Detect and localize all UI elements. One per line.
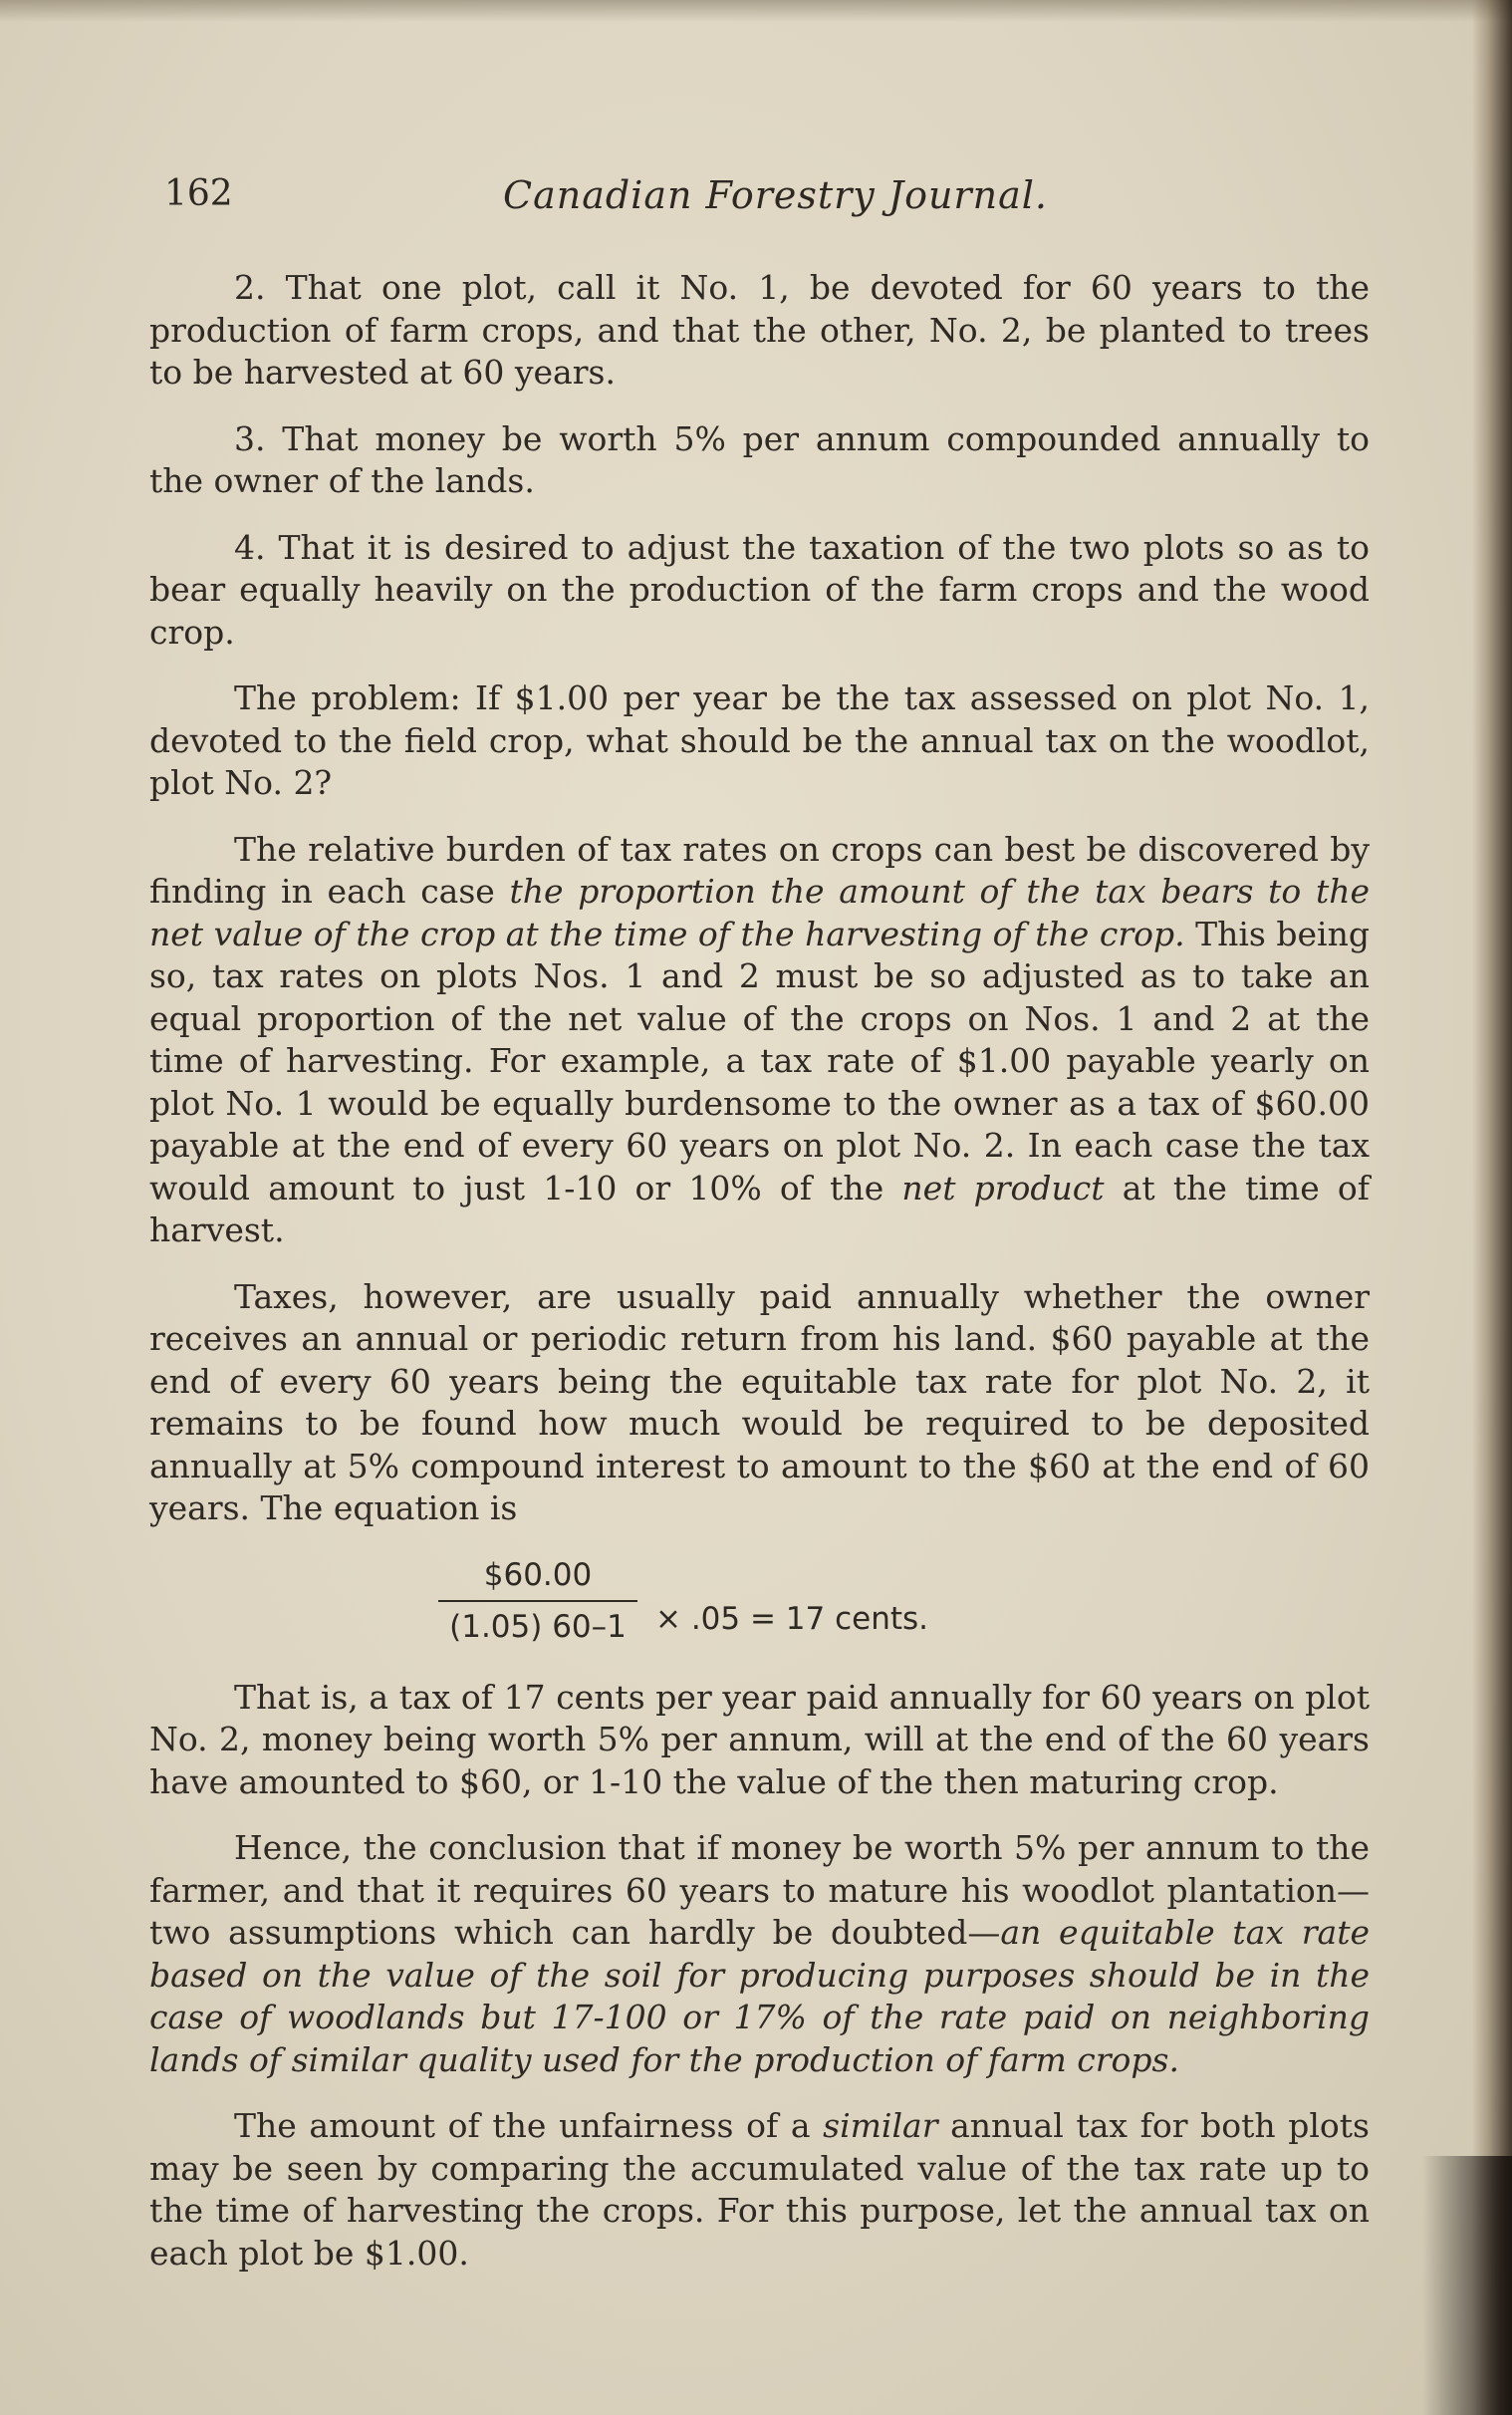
unfairness-text-c: annual tax for both plots may be seen by comparing the accumulated value of the tax rate up to the time of harvesting the crops. For this purpose, let the annual tax on each plot be $1.00. [149,2106,1370,2273]
paragraph-problem: The problem: If $1.00 per year be the tax assessed on plot No. 1, devoted to the field crop, what should be the annual tax on the woodlot, plot No. 2? [149,678,1370,802]
page-number: 162 [164,173,233,214]
relative-burden-text-a: The relative burden of tax rates on crops can best be discovered by finding in each case [149,829,1370,911]
unfairness-text-a: The amount of the unfairness of a [234,2106,824,2145]
similar-emphasis: similar [823,2106,938,2145]
paragraph-assumption-4: 4. That it is desired to adjust the taxation of the two plots so as to bear equally heavily on the production of the farm crops and the wood crop. [149,527,1370,652]
journal-title: Canadian Forestry Journal. [503,173,1048,217]
page-top-edge [0,0,1512,22]
equation-denominator: (1.05) 60–1 [449,1609,627,1645]
paragraph-assumption-3: 3. That money be worth 5% per annum compounded annually to the owner of the lands. [149,418,1370,500]
running-head [164,167,1360,227]
equation-fraction [438,1554,637,1649]
relative-burden-text-c: This being so, tax rates on plots Nos. 1 and 2 must be so adjusted as to take an equal proportion of the net value of the crops on Nos. 1 and 2 at the time of harvesting. For example, a tax rate of $1.00 payable yearly on plot No. 1 would be equally burdensome to the owner as a tax of $60.00 payable at the end of every 60 years on plot No. 2. In each case the tax would amount to just 1-10 or 10% of the [149,914,1370,1208]
paragraph-taxes-annually: Taxes, however, are usually paid annually whether the owner receives an annual or periodic return from his land. $60 payable at the end of every 60 years being the equitable tax rate for plot No. 2, it remains to be found how much would be required to be deposited annually at 5% compound interest to amount to the $60 at the end of 60 years. The equation is [149,1276,1370,1527]
article-body [149,267,1370,2298]
paragraph-assumption-2: 2. That one plot, call it No. 1, be devoted for 60 years to the production of farm crops, and that the other, No. 2, be planted to trees to be harvested at 60 years. [149,268,1370,392]
paragraph-relative-burden [149,829,1370,1252]
conclusion-emphasis: an equitable tax rate based on the value of the soil for producing purposes should be in the case of woodlands but 17-100 or 17% of the rate paid on neighboring lands of similar quality used for the production of farm crops. [149,1913,1370,2079]
equation-numerator: $60.00 [483,1556,593,1593]
equation-result: × .05 = 17 cents. [655,1600,929,1637]
paragraph-that-is: That is, a tax of 17 cents per year paid annually for 60 years on plot No. 2, money being worth 5% per annum, will at the end of the 60 years have amounted to $60, or 1-10 the value of the then maturing crop. [149,1677,1370,1801]
relative-burden-text-e: at the time of harvest. [149,1168,1370,1249]
tax-equation [149,1554,1370,1649]
paragraph-unfairness [149,2105,1370,2275]
conclusion-text-a: Hence, the conclusion that if money be worth 5% per annum to the farmer, and that it requires 60 years to mature his woodlot plantation—two assumptions which can hardly be doubted— [149,1828,1370,1952]
net-product-emphasis: net product [901,1168,1105,1208]
page-corner-shadow [1422,2156,1512,2415]
relative-burden-emphasis: the proportion the amount of the tax bears to the net value of the crop at the time of the harvesting of the crop. [149,872,1370,953]
page-binding-edge [1472,0,1512,2415]
paragraph-conclusion [149,1827,1370,2081]
